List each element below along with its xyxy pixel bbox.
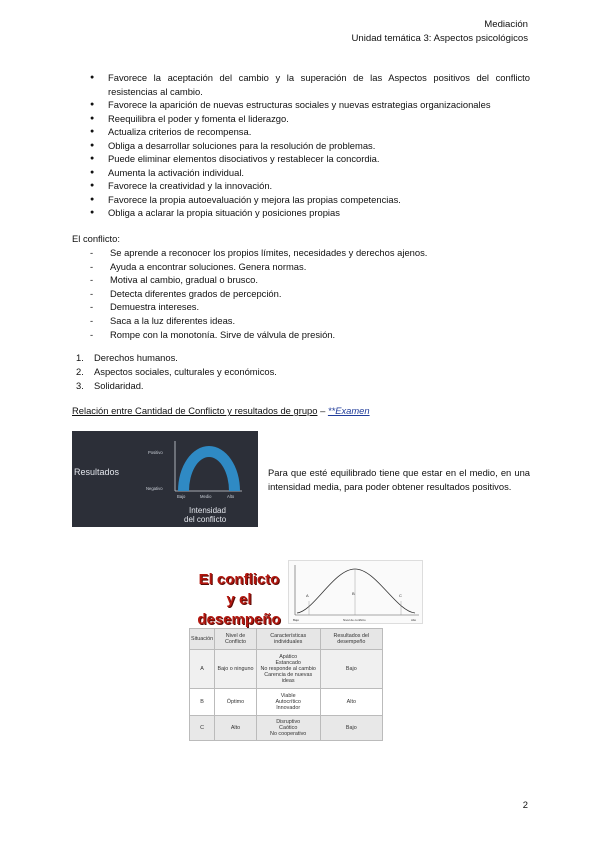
table-cell bbox=[256, 689, 320, 716]
conflict-results-chart bbox=[72, 431, 258, 527]
table-header: Resultados del desempeño bbox=[320, 629, 382, 650]
x-label-left: Bajo bbox=[293, 618, 300, 622]
y-axis-label: Resultados bbox=[74, 467, 120, 477]
list-number: 3. bbox=[76, 380, 84, 391]
conflict-performance-table bbox=[189, 628, 383, 741]
table-cell bbox=[256, 716, 320, 741]
list-item: ● Aumenta la activación individual. bbox=[90, 166, 530, 180]
list-item bbox=[76, 365, 277, 379]
list-item: - Se aprende a reconocer los propios límites, necesidades y derechos ajenos. bbox=[90, 246, 427, 260]
cell-line: Caótico bbox=[279, 725, 298, 731]
list-item bbox=[76, 351, 277, 365]
bell-curve bbox=[297, 569, 415, 613]
x-tick-label: Bajo bbox=[177, 494, 186, 499]
y-high-label: Positivo bbox=[148, 450, 163, 455]
list-item: - Motiva al cambio, gradual o brusco. bbox=[90, 273, 427, 287]
list-text: Derechos humanos. bbox=[94, 352, 178, 363]
list-item bbox=[76, 379, 277, 393]
table-row bbox=[190, 689, 383, 716]
cell-line: Autocrítico bbox=[275, 699, 301, 705]
conflict-list bbox=[90, 246, 427, 341]
list-item: ● Favorece la creatividad y la innovación. bbox=[90, 179, 530, 193]
numbered-list bbox=[76, 351, 277, 393]
relation-heading bbox=[72, 405, 370, 416]
x-tick-label: Alto bbox=[227, 494, 235, 499]
positive-aspects-list bbox=[90, 71, 530, 220]
x-tick-label: Medio bbox=[200, 494, 212, 499]
relation-dash: – bbox=[317, 405, 328, 416]
list-item: ● Obliga a aclarar la propia situación y posiciones propias bbox=[90, 206, 530, 220]
cell-line: No cooperativo bbox=[270, 731, 307, 737]
title-line1: El conflicto bbox=[198, 571, 280, 588]
y-low-label: Negativo bbox=[146, 486, 163, 491]
cell-line: Innovador bbox=[276, 705, 301, 711]
cell-line: Disruptivo bbox=[276, 719, 301, 725]
balance-paragraph: Para que esté equilibrado tiene que estar en el medio, en una intensidad media, para poder obtener resultados positivos. bbox=[268, 467, 530, 492]
conflict-performance-title bbox=[190, 570, 288, 630]
cell-line: No responde al cambio bbox=[260, 666, 316, 672]
x-label-right: Alto bbox=[411, 618, 417, 622]
x-axis-label-line1: Intensidad bbox=[189, 506, 226, 515]
table-header-row bbox=[190, 629, 383, 650]
bell-curve-svg bbox=[289, 561, 422, 623]
list-item: ● Reequilibra el poder y fomenta el liderazgo. bbox=[90, 112, 530, 126]
cell-line: Estancado bbox=[275, 660, 301, 666]
bell-curve-chart bbox=[288, 560, 423, 624]
x-axis-label-line2: del conflicto bbox=[184, 515, 227, 524]
list-item: ● Favorece la propia autoevaluación y mejora las propias competencias. bbox=[90, 193, 530, 207]
page-header bbox=[351, 18, 528, 46]
header-title: Mediación bbox=[484, 19, 528, 30]
table-cell: B bbox=[190, 689, 215, 716]
table-cell: Bajo bbox=[320, 650, 382, 689]
table-cell: Bajo o ninguno bbox=[215, 650, 257, 689]
list-item: ● Puede eliminar elementos disociativos y restablecer la concordia. bbox=[90, 152, 530, 166]
list-item: ● Favorece la aceptación del cambio y la superación de las Aspectos positivos del conflicto resistencias al cambio. bbox=[90, 71, 530, 98]
list-item: ● Obliga a desarrollar soluciones para la resolución de problemas. bbox=[90, 139, 530, 153]
list-item: - Ayuda a encontrar soluciones. Genera normas. bbox=[90, 260, 427, 274]
list-item: - Demuestra intereses. bbox=[90, 300, 427, 314]
list-item: - Detecta diferentes grados de percepción. bbox=[90, 287, 427, 301]
table-cell bbox=[256, 650, 320, 689]
table-cell: C bbox=[190, 716, 215, 741]
table-cell: Bajo bbox=[320, 716, 382, 741]
table-row bbox=[190, 650, 383, 689]
relation-text: Relación entre Cantidad de Conflicto y resultados de grupo bbox=[72, 405, 318, 416]
x-label-mid: Nivel de conflicto bbox=[343, 618, 366, 622]
point-label: C bbox=[399, 593, 402, 598]
list-item: ● Actualiza criterios de recompensa. bbox=[90, 125, 530, 139]
performance-arc bbox=[178, 446, 240, 491]
table-cell: A bbox=[190, 650, 215, 689]
table-row bbox=[190, 716, 383, 741]
point-label: B bbox=[352, 591, 355, 596]
table-cell: Alto bbox=[320, 689, 382, 716]
table-header: Nivel de Conflicto bbox=[215, 629, 257, 650]
exam-link[interactable]: **Examen bbox=[327, 405, 370, 416]
cell-line: Viable bbox=[280, 693, 296, 699]
point-label: A bbox=[306, 593, 309, 598]
table-header: Características individuales bbox=[256, 629, 320, 650]
page-number: 2 bbox=[522, 799, 528, 810]
list-number: 1. bbox=[76, 352, 84, 363]
table-cell: Óptimo bbox=[215, 689, 257, 716]
title-line2: y el desempeño bbox=[197, 591, 281, 628]
arc-chart-svg bbox=[72, 431, 258, 527]
list-number: 2. bbox=[76, 366, 84, 377]
list-text: Aspectos sociales, culturales y económicos. bbox=[94, 366, 277, 377]
table-header: Situación bbox=[190, 629, 215, 650]
table-cell: Alto bbox=[215, 716, 257, 741]
conflict-heading: El conflicto: bbox=[72, 233, 120, 244]
cell-line: Apático bbox=[279, 654, 298, 660]
header-subtitle: Unidad temática 3: Aspectos psicológicos bbox=[351, 33, 528, 44]
cell-line: Carencia de nuevas ideas bbox=[264, 672, 313, 684]
list-item: ● Favorece la aparición de nuevas estructuras sociales y nuevas estrategias organizacionales bbox=[90, 98, 530, 112]
list-item: - Rompe con la monotonía. Sirve de válvula de presión. bbox=[90, 328, 427, 342]
list-text: Solidaridad. bbox=[94, 380, 144, 391]
list-item: - Saca a la luz diferentes ideas. bbox=[90, 314, 427, 328]
